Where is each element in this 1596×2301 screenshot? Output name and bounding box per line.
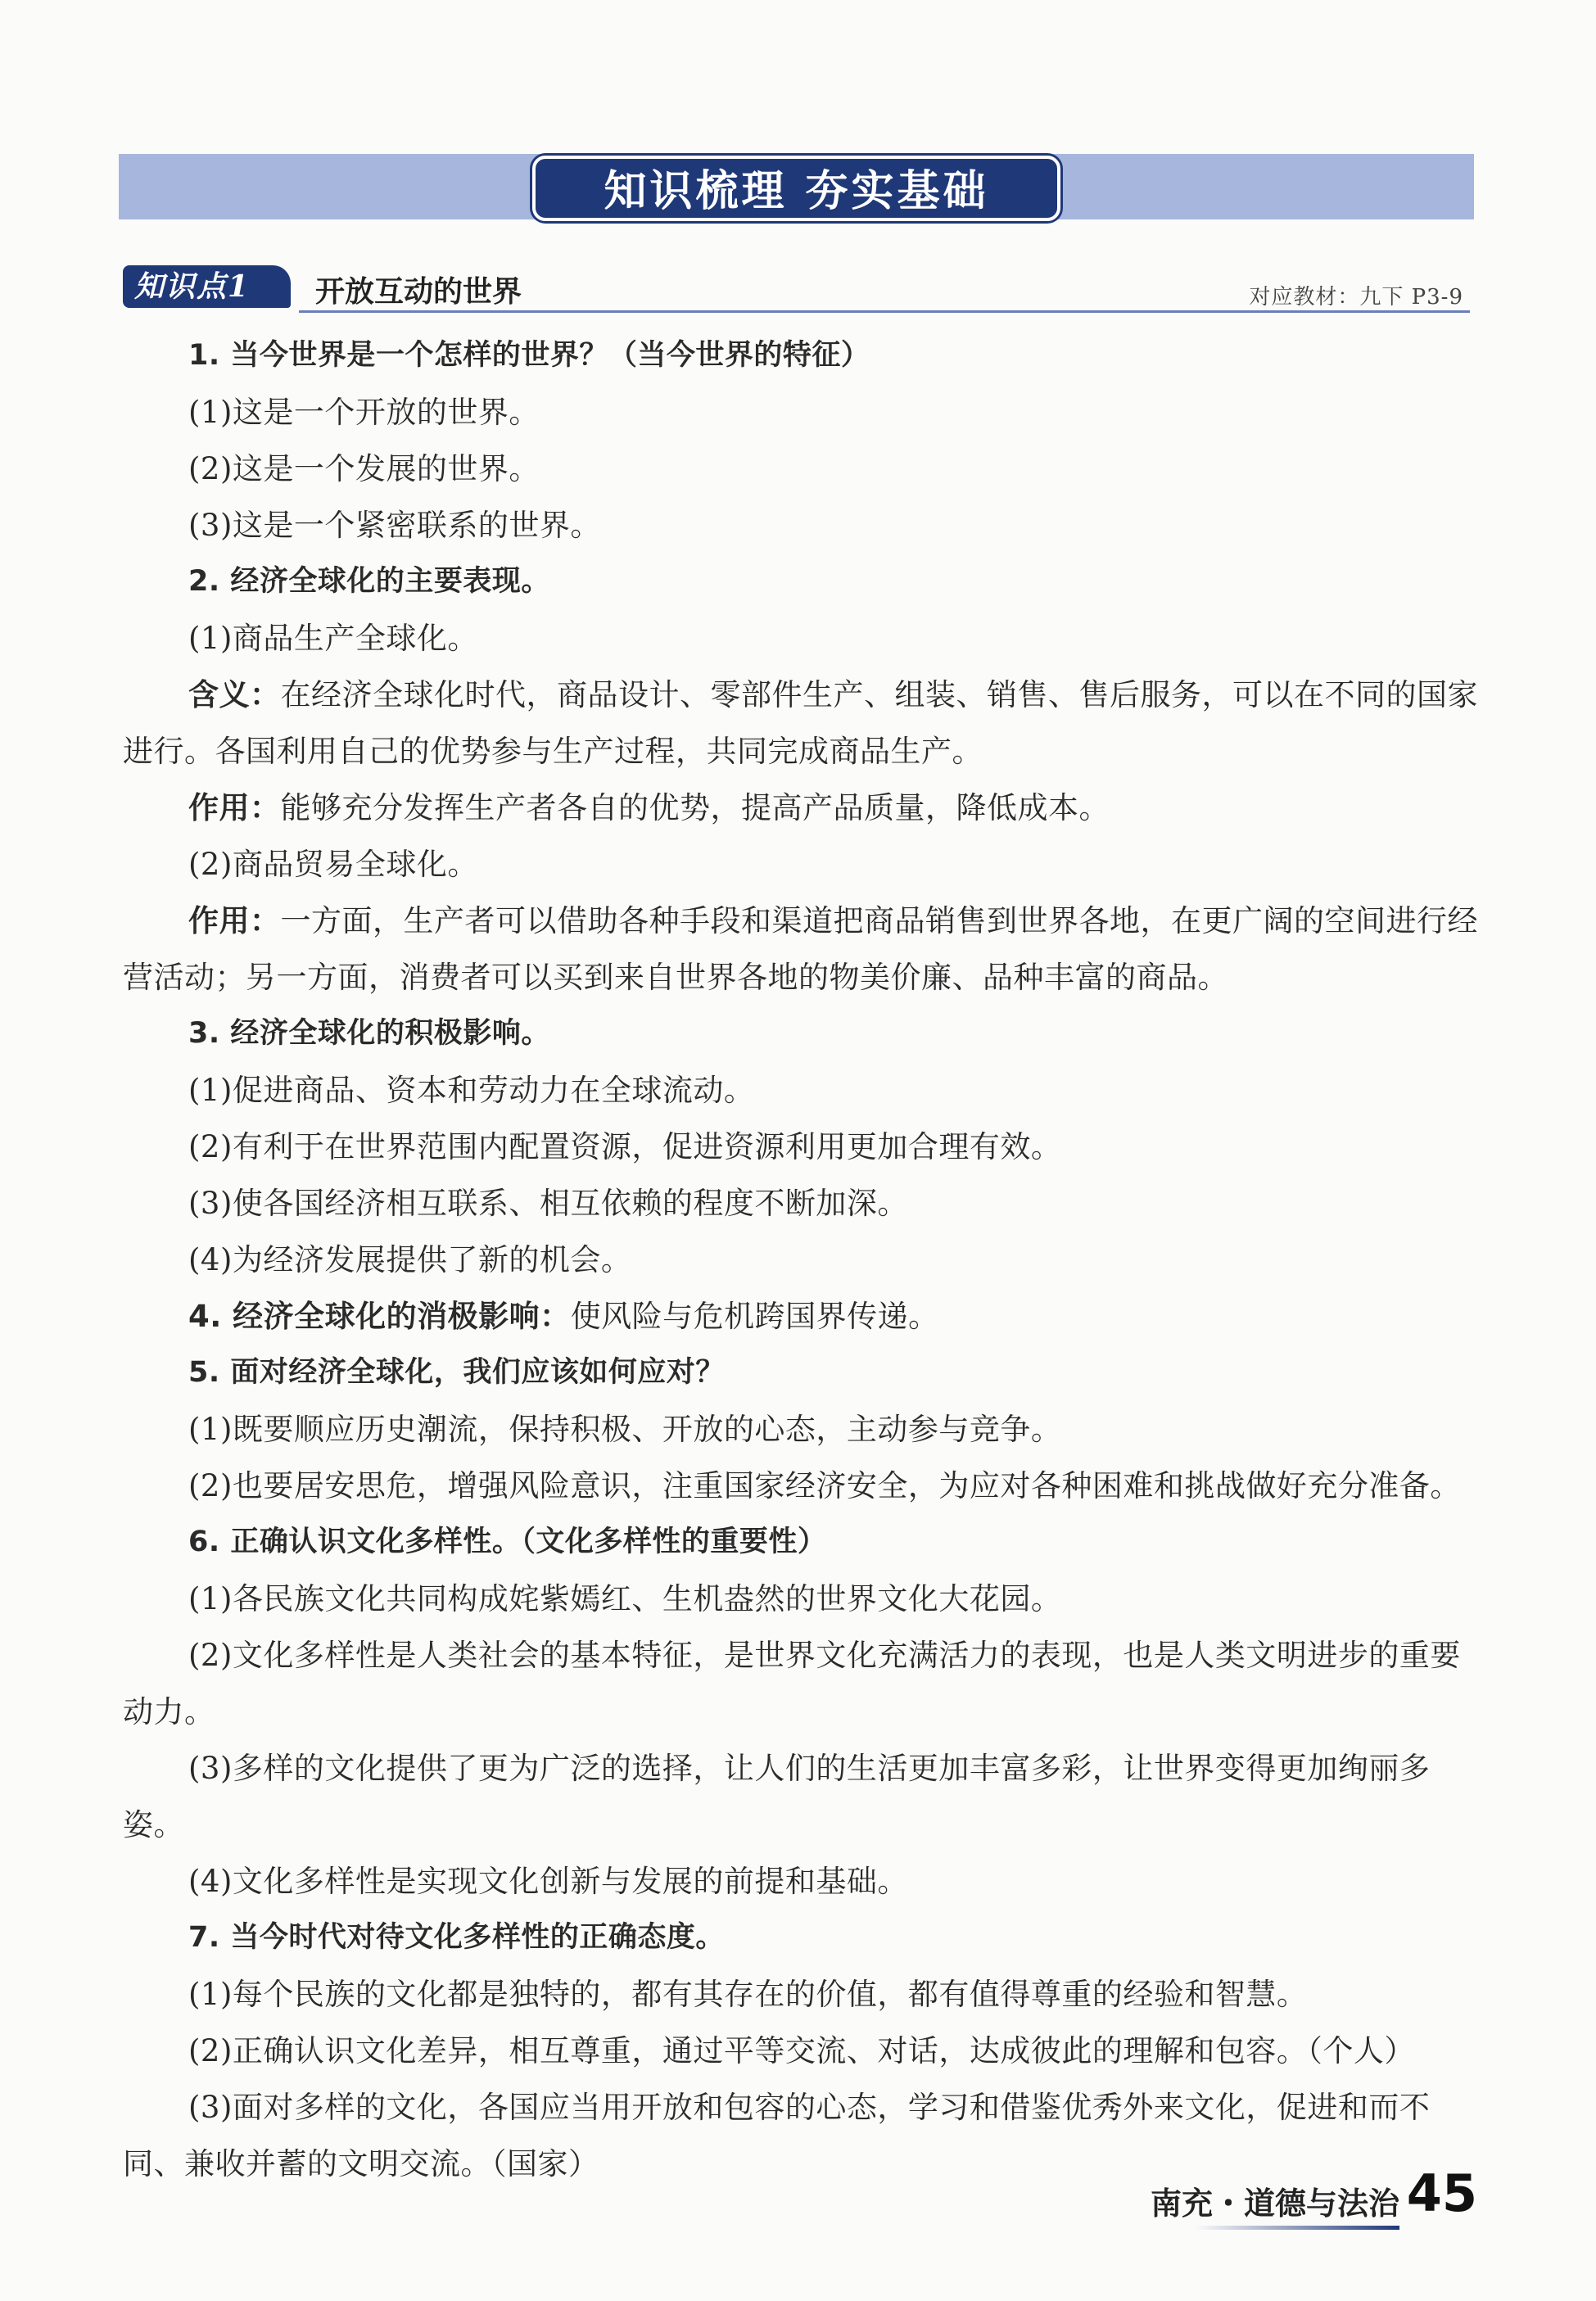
header-rule [299, 310, 1470, 313]
page-number: 45 [1406, 2163, 1477, 2223]
paragraph: (1)商品生产全球化。 [188, 621, 478, 656]
knowledge-point-title: 开放互动的世界 [315, 275, 522, 309]
paragraph: (2)这是一个发展的世界。 [188, 451, 540, 486]
paragraph: (1)这是一个开放的世界。 [188, 395, 540, 430]
paragraph-label: 作用： [188, 790, 281, 825]
paragraph: (3)这是一个紧密联系的世界。 [188, 508, 601, 543]
paragraph: (2)有利于在世界范围内配置资源，促进资源利用更加合理有效。 [188, 1129, 1062, 1164]
paragraph: (1)每个民族的文化都是独特的，都有其存在的价值，都有值得尊重的经验和智慧。 [188, 1977, 1308, 2012]
knowledge-point-header [123, 264, 1470, 313]
paragraph: (3)面对多样的文化，各国应当用开放和包容的心态，学习和借鉴优秀外来文化，促进和而不同、兼收并蓄的文明交流。（国家） [123, 2090, 1431, 2181]
paragraph: (2)正确认识文化差异，相互尊重，通过平等交流、对话，达成彼此的理解和包容。（个人） [188, 2033, 1415, 2068]
paragraph: (3)使各国经济相互联系、相互依赖的程度不断加深。 [188, 1186, 908, 1221]
paragraph: (1)既要顺应历史潮流，保持积极、开放的心态，主动参与竞争。 [188, 1412, 1062, 1447]
paragraph: 5. 面对经济全球化，我们应该如何应对？ [188, 1356, 725, 1389]
paragraph: 3. 经济全球化的积极影响。 [188, 1017, 550, 1050]
paragraph: 6. 正确认识文化多样性。（文化多样性的重要性） [188, 1526, 827, 1558]
paragraph: (1)促进商品、资本和劳动力在全球流动。 [188, 1073, 755, 1108]
paragraph-label: 作用： [188, 903, 281, 938]
paragraph-label: 含义： [188, 677, 281, 712]
paragraph: (3)多样的文化提供了更为广泛的选择，让人们的生活更加丰富多彩，让世界变得更加绚丽多姿。 [123, 1751, 1431, 1842]
paragraph: 1. 当今世界是一个怎样的世界？（当今世界的特征） [188, 339, 870, 372]
paragraph: (2)文化多样性是人类社会的基本特征，是世界文化充满活力的表现，也是人类文明进步的重要动力。 [123, 1638, 1461, 1729]
paragraph-label: 4. 经济全球化的消极影响： [188, 1299, 571, 1334]
paragraph: (2)商品贸易全球化。 [188, 847, 478, 882]
paragraph: 作用：能够充分发挥生产者各自的优势，提高产品质量，降低成本。 [188, 790, 1110, 825]
paragraph: 4. 经济全球化的消极影响：使风险与危机跨国界传递。 [188, 1299, 939, 1334]
paragraph: 2. 经济全球化的主要表现。 [188, 565, 550, 598]
paragraph: (2)也要居安思危，增强风险意识，注重国家经济安全，为应对各种困难和挑战做好充分准备。 [188, 1468, 1461, 1503]
paragraph: (4)文化多样性是实现文化创新与发展的前提和基础。 [188, 1864, 908, 1899]
knowledge-point-badge: 知识点1 [123, 265, 291, 308]
main-content [123, 328, 1482, 2192]
paragraph: 7. 当今时代对待文化多样性的正确态度。 [188, 1921, 725, 1954]
section-title: 知识梳理 夯实基础 [532, 156, 1060, 221]
book-title: 南充・道德与法治 [1150, 2186, 1399, 2222]
paragraph: (4)为经济发展提供了新的机会。 [188, 1242, 632, 1277]
paragraph: (1)各民族文化共同构成姹紫嫣红、生机盎然的世界文化大花园。 [188, 1581, 1062, 1616]
textbook-reference: 对应教材：九下 P3-9 [1249, 285, 1463, 310]
paragraph: 含义：在经济全球化时代，商品设计、零部件生产、组装、销售、售后服务，可以在不同的国家进行。各国利用自己的优势参与生产过程，共同完成商品生产。 [123, 677, 1478, 769]
paragraph: 作用：一方面，生产者可以借助各种手段和渠道把商品销售到世界各地，在更广阔的空间进行经营活动；另一方面，消费者可以买到来自世界各地的物美价廉、品种丰富的商品。 [123, 903, 1478, 995]
footer-accent-line [1195, 2226, 1399, 2230]
